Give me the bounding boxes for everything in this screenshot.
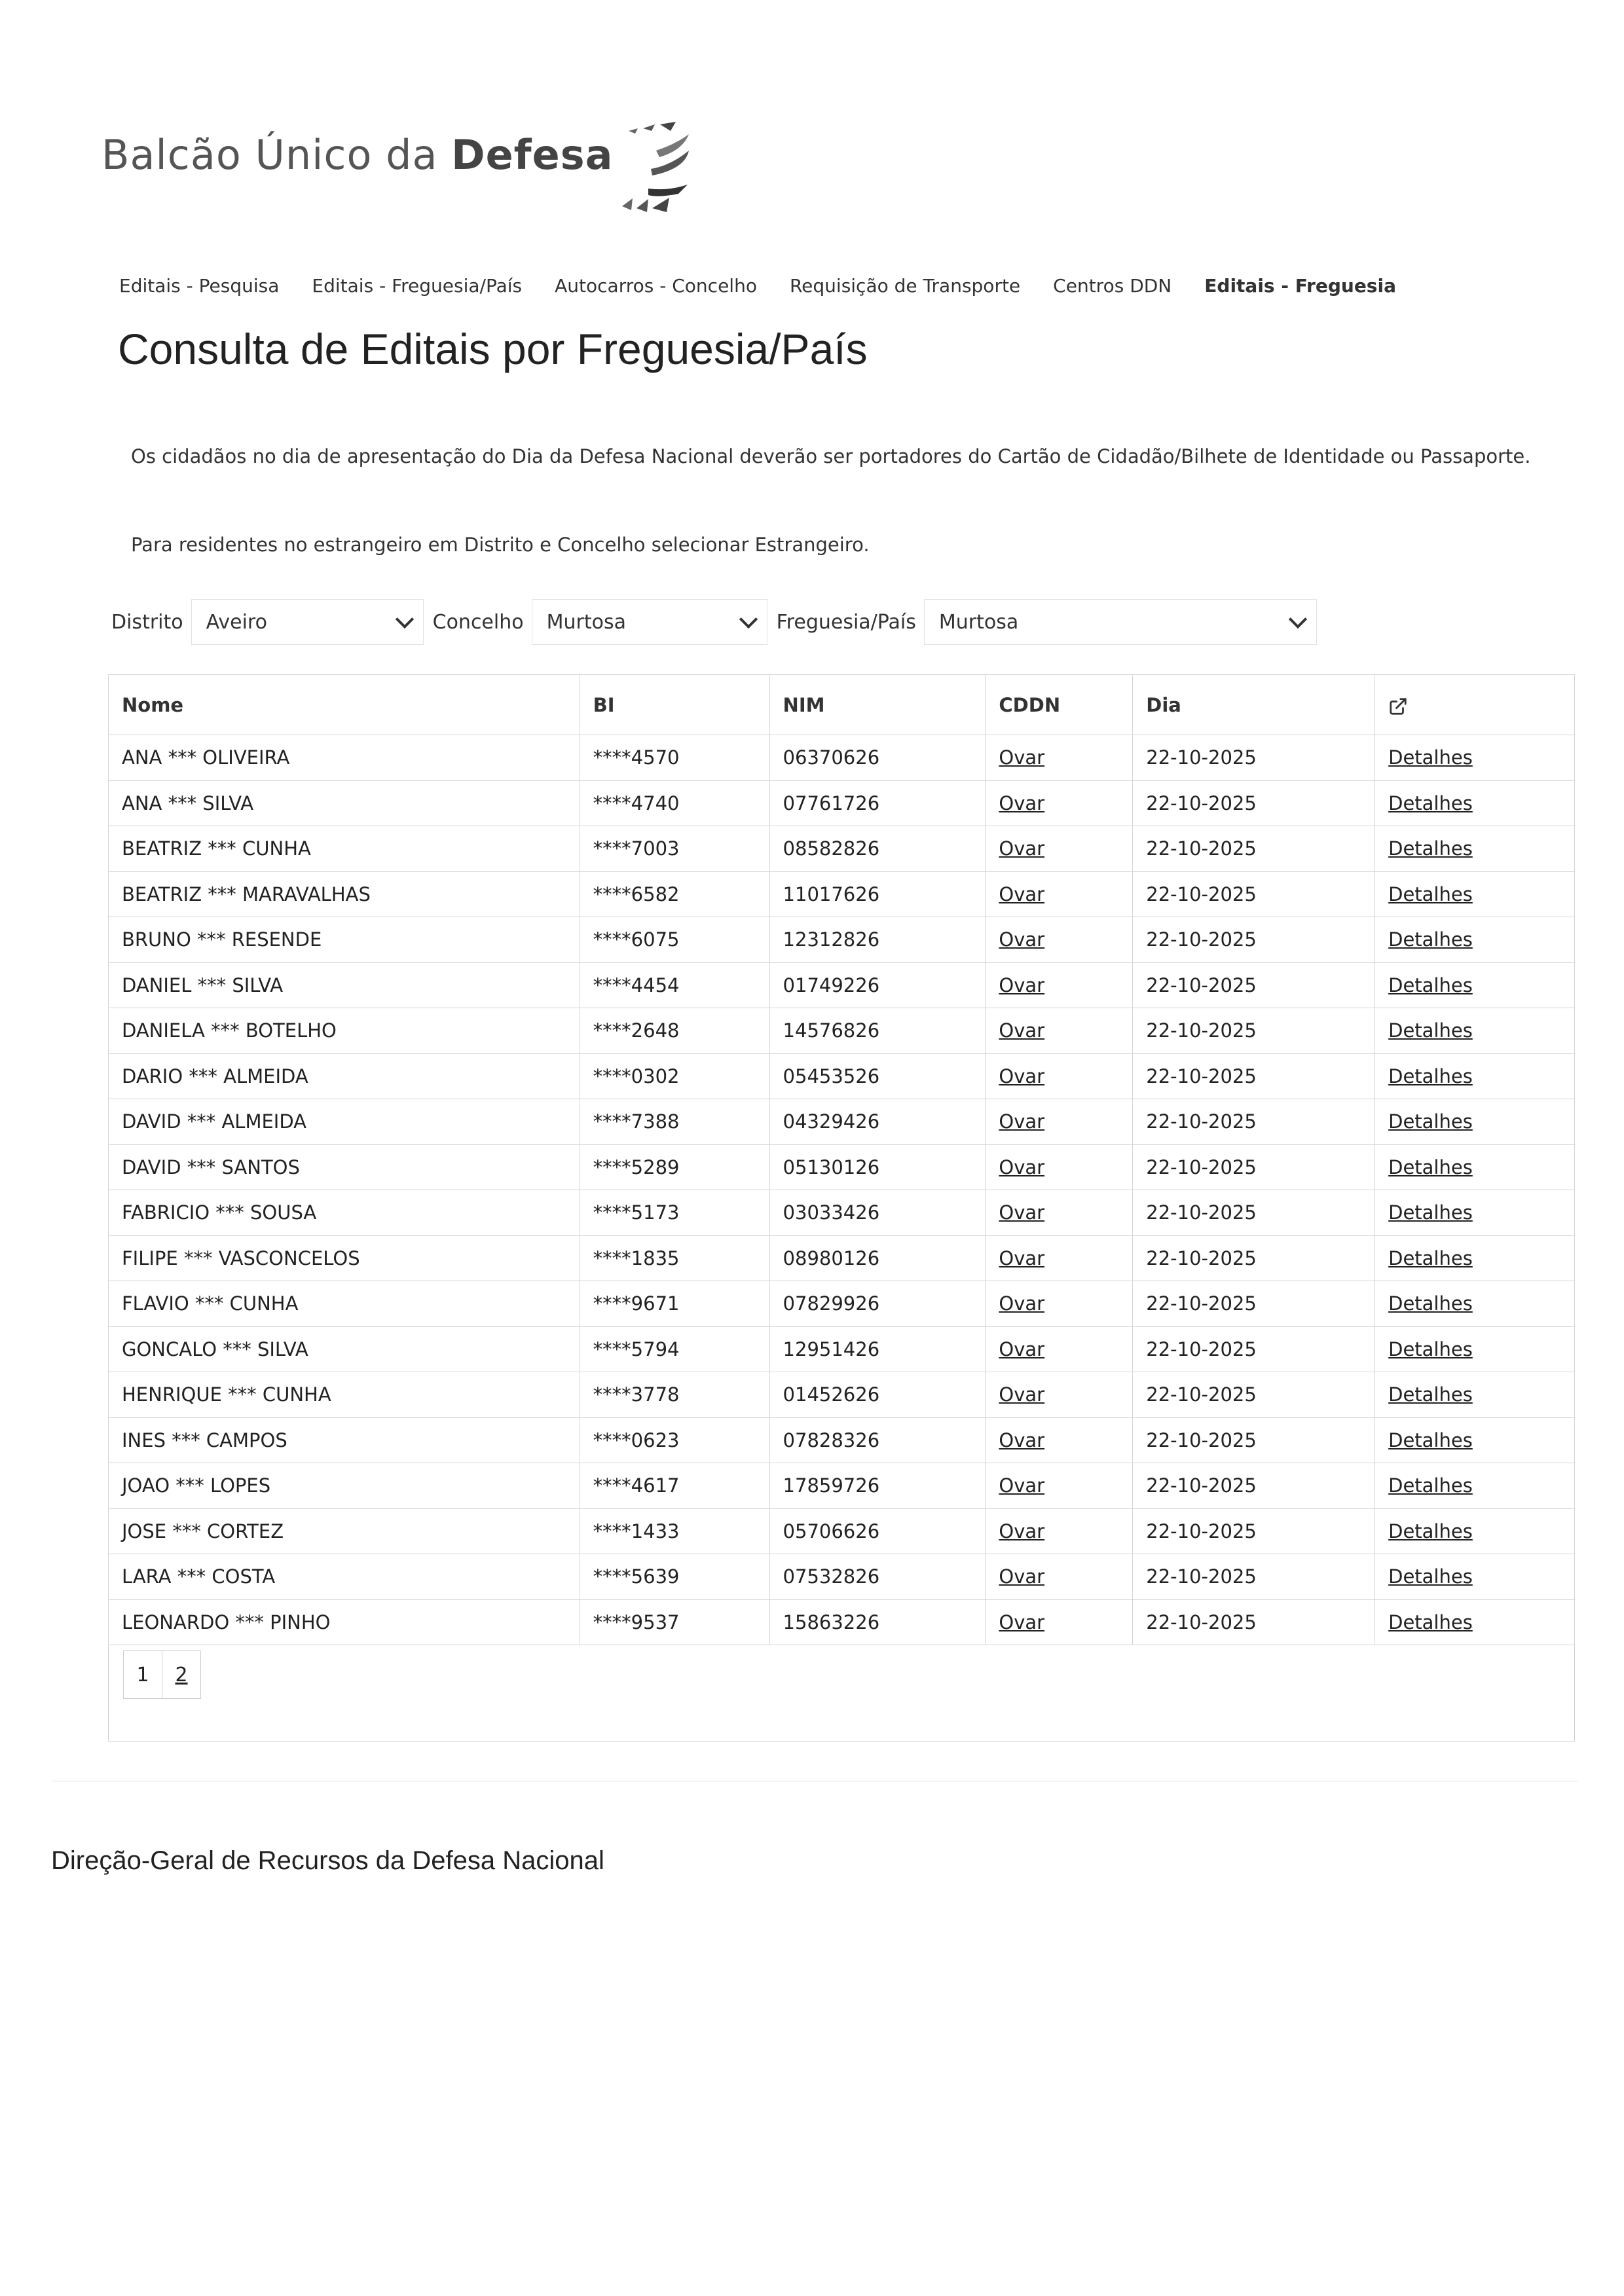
table-row [109,1599,1575,1645]
cell-nome: DAVID *** ALMEIDA [109,1099,580,1145]
cell-bi: ****9671 [580,1281,769,1327]
chevron-down-icon [1289,610,1307,629]
table-row [109,1554,1575,1600]
cell-nim: 06370626 [769,735,986,781]
cell-nome: DANIEL *** SILVA [109,962,580,1008]
cell-nome: LARA *** COSTA [109,1554,580,1600]
col-cddn[interactable]: CDDN [986,675,1133,735]
cell-dia: 22-10-2025 [1133,1508,1375,1554]
table-row [109,962,1575,1008]
cell-nim: 12951426 [769,1326,986,1372]
cell-dia: 22-10-2025 [1133,1463,1375,1509]
cell-nome: INES *** CAMPOS [109,1417,580,1463]
cell-cddn-link[interactable]: Ovar [986,917,1133,963]
cell-cddn-link[interactable]: Ovar [986,1417,1133,1463]
brand-text-bold: Defesa [451,131,614,179]
detalhes-link[interactable]: Detalhes [1375,826,1575,872]
cell-cddn-link[interactable]: Ovar [986,1372,1133,1418]
page-title: Consulta de Editais por Freguesia/País [118,325,868,373]
cell-bi: ****6582 [580,871,769,917]
detalhes-link[interactable]: Detalhes [1375,1008,1575,1054]
table-body [109,735,1575,1645]
col-nome[interactable]: Nome [109,675,580,735]
brand-text [101,131,613,179]
table-row [109,1144,1575,1190]
cell-dia: 22-10-2025 [1133,871,1375,917]
cell-cddn-link[interactable]: Ovar [986,1554,1133,1600]
table-row [109,1508,1575,1554]
cell-bi: ****4740 [580,780,769,826]
cell-nome: JOAO *** LOPES [109,1463,580,1509]
pagination [123,1650,200,1699]
cell-nome: HENRIQUE *** CUNHA [109,1372,580,1418]
cell-dia: 22-10-2025 [1133,735,1375,781]
cell-cddn-link[interactable]: Ovar [986,871,1133,917]
detalhes-link[interactable]: Detalhes [1375,1190,1575,1236]
cell-dia: 22-10-2025 [1133,1053,1375,1099]
table-row [109,917,1575,963]
cell-bi: ****2648 [580,1008,769,1054]
chevron-down-icon [395,610,413,629]
table-row [109,1008,1575,1054]
cell-bi: ****0302 [580,1053,769,1099]
cell-dia: 22-10-2025 [1133,1281,1375,1327]
cell-dia: 22-10-2025 [1133,1326,1375,1372]
col-detalhes [1375,675,1575,735]
table-row [109,1326,1575,1372]
detalhes-link[interactable]: Detalhes [1375,1144,1575,1190]
cell-nome: GONCALO *** SILVA [109,1326,580,1372]
cell-cddn-link[interactable]: Ovar [986,1008,1133,1054]
cell-nome: FABRICIO *** SOUSA [109,1190,580,1236]
concelho-select[interactable] [532,599,767,645]
cell-nim: 07761726 [769,780,986,826]
cell-cddn-link[interactable]: Ovar [986,962,1133,1008]
cell-nome: DAVID *** SANTOS [109,1144,580,1190]
cell-bi: ****4570 [580,735,769,781]
detalhes-link[interactable]: Detalhes [1375,917,1575,963]
cell-nim: 14576826 [769,1008,986,1054]
chevron-down-icon [739,610,757,629]
detalhes-link[interactable]: Detalhes [1375,1417,1575,1463]
cell-cddn-link[interactable]: Ovar [986,1144,1133,1190]
cell-dia: 22-10-2025 [1133,962,1375,1008]
brand-text-regular: Balcão Único da [101,131,452,179]
cell-cddn-link[interactable]: Ovar [986,1053,1133,1099]
cell-cddn-link[interactable]: Ovar [986,1099,1133,1145]
concelho-value: Murtosa [546,610,626,634]
cell-dia: 22-10-2025 [1133,826,1375,872]
cell-cddn-link[interactable]: Ovar [986,1326,1133,1372]
table-header-row [109,675,1575,735]
detalhes-link[interactable]: Detalhes [1375,1281,1575,1327]
cell-nim: 12312826 [769,917,986,963]
nav-editais-freguesia-pais[interactable]: Editais - Freguesia/País [312,275,523,297]
table-row [109,871,1575,917]
table-row [109,1372,1575,1418]
cell-bi: ****7388 [580,1099,769,1145]
brand-logo[interactable] [101,118,694,223]
detalhes-link[interactable]: Detalhes [1375,1599,1575,1645]
cell-bi: ****5794 [580,1326,769,1372]
arrows-logo-icon [609,118,694,223]
col-bi[interactable]: BI [580,675,769,735]
detalhes-link[interactable]: Detalhes [1375,1099,1575,1145]
cell-dia: 22-10-2025 [1133,1099,1375,1145]
cell-nim: 17859726 [769,1463,986,1509]
cell-nome: DANIELA *** BOTELHO [109,1008,580,1054]
notice-abroad: Para residentes no estrangeiro em Distrito e Concelho selecionar Estrangeiro. [131,534,870,556]
cell-nome: FILIPE *** VASCONCELOS [109,1235,580,1281]
nav-editais-freguesia[interactable]: Editais - Freguesia [1204,275,1396,297]
cell-dia: 22-10-2025 [1133,1144,1375,1190]
distrito-label: Distrito [111,610,183,634]
detalhes-link[interactable]: Detalhes [1375,1554,1575,1600]
cell-nim: 03033426 [769,1190,986,1236]
cell-bi: ****4454 [580,962,769,1008]
detalhes-link[interactable]: Detalhes [1375,871,1575,917]
page-2[interactable]: 2 [162,1650,201,1699]
editais-table [108,674,1575,1645]
filter-bar [111,599,1326,645]
detalhes-link[interactable]: Detalhes [1375,1372,1575,1418]
distrito-select[interactable] [191,599,424,645]
cell-dia: 22-10-2025 [1133,1372,1375,1418]
page-1[interactable]: 1 [123,1650,162,1699]
cell-bi: ****7003 [580,826,769,872]
distrito-value: Aveiro [206,610,267,634]
cell-dia: 22-10-2025 [1133,1235,1375,1281]
cell-dia: 22-10-2025 [1133,1190,1375,1236]
col-dia[interactable]: Dia [1133,675,1375,735]
cell-cddn-link[interactable]: Ovar [986,735,1133,781]
nav-centros-ddn[interactable]: Centros DDN [1053,275,1172,297]
table-row [109,1463,1575,1509]
cell-nim: 07829926 [769,1281,986,1327]
cell-nim: 05706626 [769,1508,986,1554]
detalhes-link[interactable]: Detalhes [1375,735,1575,781]
cell-bi: ****9537 [580,1599,769,1645]
cell-nim: 04329426 [769,1099,986,1145]
table-row [109,1417,1575,1463]
cell-cddn-link[interactable]: Ovar [986,1235,1133,1281]
cell-bi: ****4617 [580,1463,769,1509]
cell-cddn-link[interactable]: Ovar [986,780,1133,826]
cell-bi: ****5639 [580,1554,769,1600]
cell-bi: ****0623 [580,1417,769,1463]
cell-nim: 07828326 [769,1417,986,1463]
table-row [109,1053,1575,1099]
cell-nome: BRUNO *** RESENDE [109,917,580,963]
cell-dia: 22-10-2025 [1133,1008,1375,1054]
cell-cddn-link[interactable]: Ovar [986,1281,1133,1327]
cell-nome: FLAVIO *** CUNHA [109,1281,580,1327]
cell-nim: 05130126 [769,1144,986,1190]
freguesia-select[interactable] [924,599,1317,645]
cell-cddn-link[interactable]: Ovar [986,1508,1133,1554]
cell-bi: ****1433 [580,1508,769,1554]
cell-nome: BEATRIZ *** CUNHA [109,826,580,872]
cell-nome: LEONARDO *** PINHO [109,1599,580,1645]
cell-bi: ****3778 [580,1372,769,1418]
cell-nim: 07532826 [769,1554,986,1600]
table-row [109,1281,1575,1327]
detalhes-link[interactable]: Detalhes [1375,1235,1575,1281]
table-row [109,780,1575,826]
cell-nome: DARIO *** ALMEIDA [109,1053,580,1099]
table-row [109,735,1575,781]
cell-nim: 05453526 [769,1053,986,1099]
detalhes-link[interactable]: Detalhes [1375,1463,1575,1509]
cell-bi: ****5173 [580,1190,769,1236]
cell-nim: 01452626 [769,1372,986,1418]
detalhes-link[interactable]: Detalhes [1375,1508,1575,1554]
cell-nome: BEATRIZ *** MARAVALHAS [109,871,580,917]
table-row [109,826,1575,872]
table-row [109,1190,1575,1236]
table-row [109,1235,1575,1281]
nav-editais-pesquisa[interactable]: Editais - Pesquisa [119,275,280,297]
cell-nome: ANA *** OLIVEIRA [109,735,580,781]
cell-nome: JOSE *** CORTEZ [109,1508,580,1554]
cell-nome: ANA *** SILVA [109,780,580,826]
cell-bi: ****5289 [580,1144,769,1190]
concelho-label: Concelho [432,610,524,634]
cell-dia: 22-10-2025 [1133,1417,1375,1463]
cell-cddn-link[interactable]: Ovar [986,826,1133,872]
nav-autocarros-concelho[interactable]: Autocarros - Concelho [555,275,757,297]
cell-cddn-link[interactable]: Ovar [986,1463,1133,1509]
col-nim[interactable]: NIM [769,675,986,735]
detalhes-link[interactable]: Detalhes [1375,1053,1575,1099]
table-row [109,1099,1575,1145]
freguesia-value: Murtosa [938,610,1019,634]
editais-table-container [108,674,1575,1741]
cell-nim: 15863226 [769,1599,986,1645]
external-link-icon [1388,697,1408,716]
detalhes-link[interactable]: Detalhes [1375,780,1575,826]
cell-cddn-link[interactable]: Ovar [986,1599,1133,1645]
nav-requisicao-transporte[interactable]: Requisição de Transporte [789,275,1021,297]
detalhes-link[interactable]: Detalhes [1375,962,1575,1008]
cell-cddn-link[interactable]: Ovar [986,1190,1133,1236]
cell-nim: 01749226 [769,962,986,1008]
cell-bi: ****1835 [580,1235,769,1281]
main-nav [119,275,1396,297]
cell-dia: 22-10-2025 [1133,780,1375,826]
cell-dia: 22-10-2025 [1133,1554,1375,1600]
freguesia-label: Freguesia/País [776,610,916,634]
cell-bi: ****6075 [580,917,769,963]
detalhes-link[interactable]: Detalhes [1375,1326,1575,1372]
cell-nim: 08980126 [769,1235,986,1281]
cell-nim: 08582826 [769,826,986,872]
cell-dia: 22-10-2025 [1133,917,1375,963]
notice-documents: Os cidadãos no dia de apresentação do Dia da Defesa Nacional deverão ser portadores do Cartão de Cidadão/Bilhete de Identidade ou Passaporte. [131,445,1531,467]
cell-nim: 11017626 [769,871,986,917]
cell-dia: 22-10-2025 [1133,1599,1375,1645]
footer-text: Direção-Geral de Recursos da Defesa Nacional [51,1846,604,1875]
